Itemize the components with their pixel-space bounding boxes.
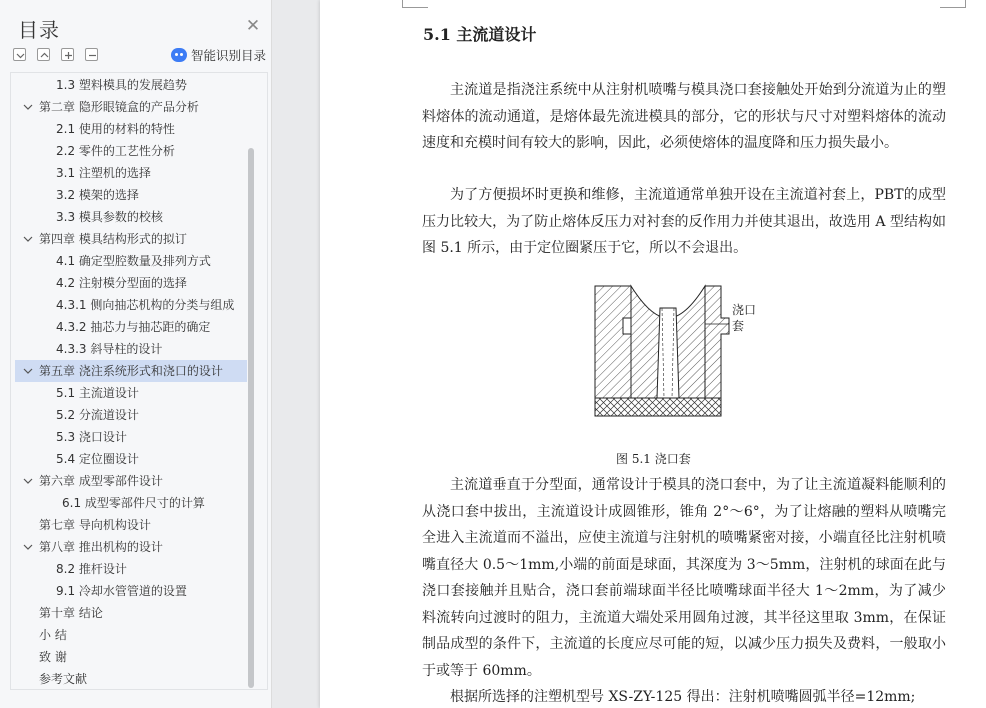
toc-item-label: 5.3 浇口设计: [56, 430, 127, 444]
collapse-all-icon[interactable]: [13, 48, 26, 61]
toc-scrollbar[interactable]: [248, 148, 254, 688]
section-heading: 5.1 主流道设计: [423, 25, 537, 44]
toc-list: [10, 72, 268, 690]
toc-item-label: 参考文献: [39, 672, 88, 686]
toc-item[interactable]: [15, 74, 247, 96]
document-page: [320, 0, 986, 708]
chevron-down-icon[interactable]: [22, 228, 34, 250]
toc-item-label: 4.3.1 侧向抽芯机构的分类与组成: [56, 298, 235, 312]
toc-item[interactable]: [15, 602, 247, 624]
chevron-down-icon[interactable]: [22, 470, 34, 492]
toc-title: 目录: [18, 18, 60, 42]
toc-item-label: 第四章 模具结构形式的拟订: [39, 232, 187, 246]
figure-caption: 图 5.1 浇口套: [616, 452, 691, 466]
toc-item[interactable]: [15, 360, 247, 382]
toc-item-label: 9.1 冷却水管管道的设置: [56, 584, 187, 598]
smart-toc-button[interactable]: [171, 46, 266, 64]
toc-item[interactable]: [15, 514, 247, 536]
toc-item[interactable]: [15, 96, 247, 118]
toc-item-label: 6.1 成型零部件尺寸的计算: [62, 496, 205, 510]
toc-item-label: 第七章 导向机构设计: [39, 518, 151, 532]
toc-item-label: 3.3 模具参数的校核: [56, 210, 163, 224]
toc-item-label: 1.3 塑料模具的发展趋势: [56, 78, 187, 92]
toc-item-label: 8.2 推杆设计: [56, 562, 127, 576]
chevron-down-icon[interactable]: [22, 360, 34, 382]
toc-item[interactable]: [15, 228, 247, 250]
toc-item-label: 第五章 浇注系统形式和浇口的设计: [39, 364, 223, 378]
toc-item-label: 5.1 主流道设计: [56, 386, 139, 400]
toc-item-label: 4.2 注射模分型面的选择: [56, 276, 187, 290]
toc-item[interactable]: [15, 536, 247, 558]
toc-item[interactable]: [15, 184, 247, 206]
smart-toc-label: 智能识别目录: [191, 48, 267, 63]
toc-item-label: 小 结: [39, 628, 67, 642]
toc-item[interactable]: [15, 338, 247, 360]
toc-item[interactable]: [15, 448, 247, 470]
expand-all-icon[interactable]: [37, 48, 50, 61]
toc-item[interactable]: [15, 294, 247, 316]
toc-item[interactable]: [15, 382, 247, 404]
toc-item-label: 3.2 模架的选择: [56, 188, 139, 202]
toc-item[interactable]: [15, 118, 247, 140]
toc-item-label: 5.2 分流道设计: [56, 408, 139, 422]
paragraph: 主流道是指浇注系统中从注射机喷嘴与模具浇口套接触处开始到分流道为止的塑料熔体的流动通道，是熔体最先流进模具的部分，它的形状与尺寸对塑料熔体的流动速度和充模时间有较大的影响，因此，必须使熔体的温度降和压力损失最小。: [422, 82, 946, 151]
toc-item-label: 4.1 确定型腔数量及排列方式: [56, 254, 211, 268]
toc-item[interactable]: [15, 668, 247, 690]
toc-item[interactable]: [15, 492, 247, 514]
toc-item[interactable]: [15, 404, 247, 426]
toc-item-label: 第八章 推出机构的设计: [39, 540, 163, 554]
paragraph: 为了方便损坏时更换和维修，主流道通常单独开设在主流道衬套上，PBT的成型压力比较大，为了防止熔体反压力对衬套的反作用力并使其退出，故选用 A 型结构如图 5.1 所示，由于定位圈紧压于它，所以不会退出。: [422, 187, 946, 256]
toc-item[interactable]: [15, 162, 247, 184]
robot-icon: [171, 48, 187, 62]
toc-item-label: 2.2 零件的工艺性分析: [56, 144, 175, 158]
toc-item-label: 3.1 注塑机的选择: [56, 166, 151, 180]
margin-mark-left: [402, 0, 428, 8]
chevron-down-icon[interactable]: [22, 536, 34, 558]
toc-item-label: 5.4 定位圈设计: [56, 452, 139, 466]
toc-item-label: 4.3.3 斜导柱的设计: [56, 342, 163, 356]
toc-item[interactable]: [15, 272, 247, 294]
toc-item[interactable]: [15, 558, 247, 580]
paragraph: 根据所选择的注塑机型号 XS-ZY-125 得出：注射机喷嘴圆弧半径=12mm;: [450, 689, 916, 705]
minus-icon[interactable]: [85, 48, 98, 61]
toc-item[interactable]: [15, 206, 247, 228]
toc-item-label: 4.3.2 抽芯力与抽芯距的确定: [56, 320, 211, 334]
toc-item[interactable]: [15, 646, 247, 668]
toc-item[interactable]: [15, 140, 247, 162]
toc-item[interactable]: [15, 624, 247, 646]
plus-icon[interactable]: [61, 48, 74, 61]
toc-panel: [0, 0, 272, 708]
toc-item-label: 第六章 成型零部件设计: [39, 474, 163, 488]
sprue-bushing-figure: [593, 280, 793, 424]
toc-item-label: 第十章 结论: [39, 606, 103, 620]
toc-item[interactable]: [15, 470, 247, 492]
figure-label: 浇口: [732, 303, 757, 317]
toc-item-label: 致 谢: [39, 650, 67, 664]
margin-mark-right: [940, 0, 966, 8]
chevron-down-icon[interactable]: [22, 96, 34, 118]
toc-item[interactable]: [15, 250, 247, 272]
paragraph: 主流道垂直于分型面，通常设计于模具的浇口套中，为了让主流道凝料能顺利的从浇口套中拔出，主流道设计成圆锥形，锥角 2°～6°，为了让熔融的塑料从喷嘴完全进入主流道而不溢出，应使主流道与注射机的喷嘴紧密对接，小端直径比注射机喷嘴直径大 0.5～1mm,小端的前面是球面，其深度为 3～5mm，注射机的球面在此与浇口套接触并且贴合，浇口套前端球面半径比喷嘴球面半径大 1～2mm，为了减少料流转向过渡时的阻力，主流道大端处采用圆角过渡，其半径这里取 3mm，在保证制品成型的条件下，主流道的长度应尽可能的短，以减少压力损失及费料，一般取小于或等于 60mm。: [422, 477, 946, 679]
toc-item[interactable]: [15, 580, 247, 602]
close-icon[interactable]: ✕: [245, 16, 261, 36]
toc-item[interactable]: [15, 316, 247, 338]
toc-item-label: 第二章 隐形眼镜盒的产品分析: [39, 100, 199, 114]
figure-label: 套: [732, 319, 745, 333]
toc-item[interactable]: [15, 426, 247, 448]
toc-item-label: 2.1 使用的材料的特性: [56, 122, 175, 136]
